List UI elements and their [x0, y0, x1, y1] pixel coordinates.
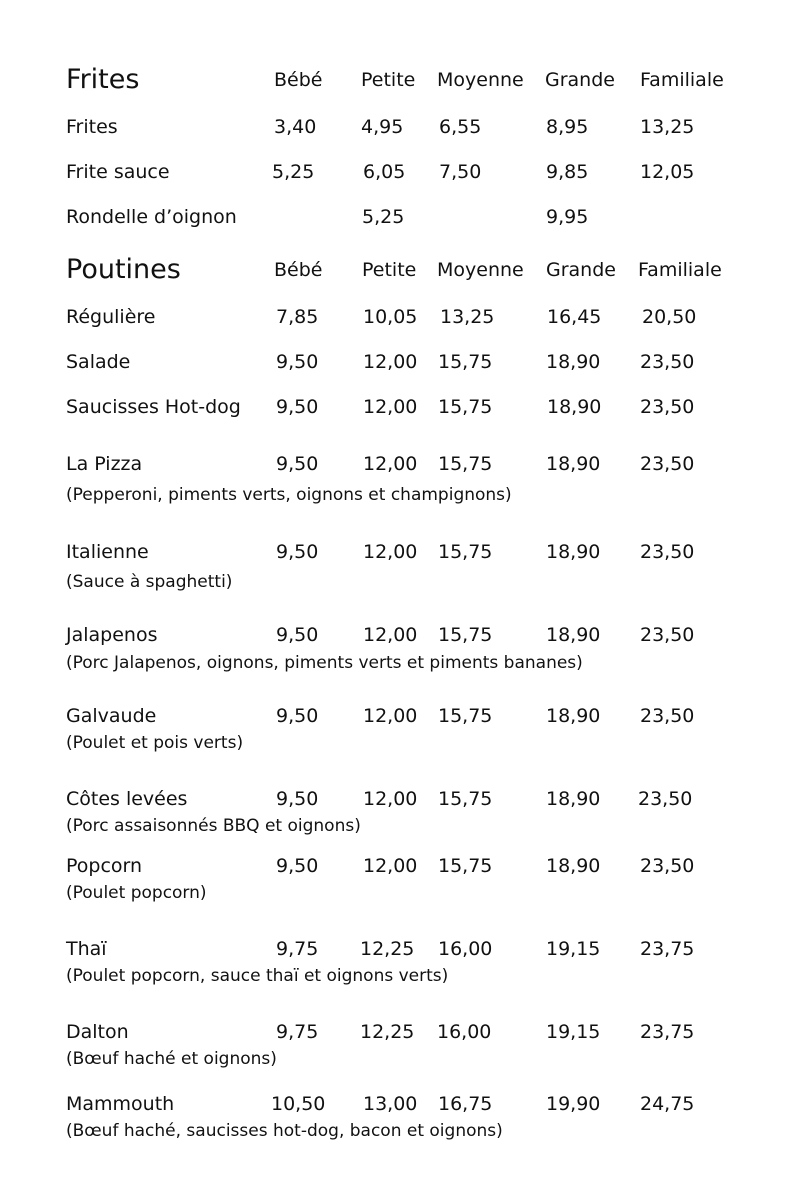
price-moyenne: 16,75	[438, 1093, 493, 1115]
price-familiale: 12,05	[640, 161, 695, 183]
item-name: Côtes levées	[66, 788, 188, 810]
price-petite: 13,00	[363, 1093, 418, 1115]
price-moyenne: 15,75	[438, 351, 493, 373]
price-moyenne: 13,25	[440, 306, 495, 328]
header-bebe: Bébé	[274, 259, 323, 281]
item-description: (Poulet et pois verts)	[66, 733, 244, 753]
price-bebe: 9,50	[276, 396, 319, 418]
item-name: Popcorn	[66, 855, 143, 877]
item-name: Dalton	[66, 1021, 129, 1043]
price-grande: 18,90	[546, 624, 601, 646]
price-bebe: 3,40	[274, 116, 317, 138]
item-name: Italienne	[66, 541, 149, 563]
price-bebe: 7,85	[276, 306, 319, 328]
price-grande: 18,90	[547, 396, 602, 418]
price-familiale: 24,75	[640, 1093, 695, 1115]
price-bebe: 9,50	[276, 788, 319, 810]
price-petite: 10,05	[363, 306, 418, 328]
price-familiale: 23,50	[640, 705, 695, 727]
item-name: Jalapenos	[66, 624, 158, 646]
price-grande: 19,90	[546, 1093, 601, 1115]
header-bebe: Bébé	[274, 69, 323, 91]
item-description: (Bœuf haché et oignons)	[66, 1049, 277, 1069]
price-grande: 18,90	[546, 351, 601, 373]
price-petite: 12,00	[363, 788, 418, 810]
price-grande: 8,95	[546, 116, 589, 138]
price-petite: 12,25	[360, 1021, 415, 1043]
item-description: (Poulet popcorn)	[66, 883, 207, 903]
item-name: Régulière	[66, 306, 156, 328]
item-name: Frite sauce	[66, 161, 170, 183]
price-moyenne: 15,75	[438, 788, 493, 810]
item-name: La Pizza	[66, 453, 143, 475]
price-familiale: 20,50	[642, 306, 697, 328]
item-name: Frites	[66, 116, 118, 138]
header-grande: Grande	[545, 69, 615, 91]
price-petite: 12,00	[363, 453, 418, 475]
price-familiale: 23,50	[638, 788, 693, 810]
price-bebe: 9,75	[276, 938, 319, 960]
section-title-frites: Frites	[66, 64, 140, 95]
price-familiale: 23,50	[640, 396, 695, 418]
price-bebe: 9,50	[276, 855, 319, 877]
price-grande: 18,90	[546, 705, 601, 727]
item-name: Thaï	[66, 938, 107, 960]
price-petite: 12,00	[363, 396, 418, 418]
header-moyenne: Moyenne	[437, 259, 524, 281]
item-name: Rondelle d’oignon	[66, 206, 237, 228]
price-petite: 12,00	[363, 855, 418, 877]
price-familiale: 13,25	[640, 116, 695, 138]
item-name: Galvaude	[66, 705, 157, 727]
price-moyenne: 15,75	[438, 396, 493, 418]
price-moyenne: 16,00	[438, 938, 493, 960]
price-grande: 19,15	[546, 938, 601, 960]
price-petite: 4,95	[361, 116, 404, 138]
price-moyenne: 15,75	[438, 453, 493, 475]
price-bebe: 9,50	[276, 624, 319, 646]
item-name: Mammouth	[66, 1093, 175, 1115]
price-petite: 12,00	[363, 705, 418, 727]
section-title-poutines: Poutines	[66, 254, 181, 285]
price-grande: 19,15	[546, 1021, 601, 1043]
price-petite: 5,25	[362, 206, 405, 228]
price-bebe: 9,75	[276, 1021, 319, 1043]
header-moyenne: Moyenne	[437, 69, 524, 91]
price-bebe: 9,50	[276, 351, 319, 373]
price-bebe: 9,50	[276, 705, 319, 727]
header-petite: Petite	[361, 69, 416, 91]
price-moyenne: 15,75	[438, 624, 493, 646]
price-grande: 16,45	[547, 306, 602, 328]
price-bebe: 9,50	[276, 453, 319, 475]
header-grande: Grande	[546, 259, 616, 281]
price-familiale: 23,50	[640, 541, 695, 563]
price-grande: 18,90	[546, 855, 601, 877]
price-familiale: 23,75	[640, 938, 695, 960]
item-description: (Pepperoni, piments verts, oignons et champignons)	[66, 485, 512, 505]
item-description: (Sauce à spaghetti)	[66, 572, 233, 592]
price-moyenne: 15,75	[438, 855, 493, 877]
price-familiale: 23,75	[640, 1021, 695, 1043]
price-grande: 18,90	[546, 453, 601, 475]
header-familiale: Familiale	[640, 69, 724, 91]
price-bebe: 5,25	[272, 161, 315, 183]
item-name: Saucisses Hot-dog	[66, 396, 241, 418]
price-petite: 6,05	[363, 161, 406, 183]
item-description: (Poulet popcorn, sauce thaï et oignons verts)	[66, 966, 449, 986]
price-moyenne: 6,55	[439, 116, 482, 138]
price-grande: 9,85	[546, 161, 589, 183]
price-grande: 18,90	[546, 788, 601, 810]
item-name: Salade	[66, 351, 131, 373]
price-bebe: 9,50	[276, 541, 319, 563]
header-petite: Petite	[362, 259, 417, 281]
price-petite: 12,25	[360, 938, 415, 960]
price-familiale: 23,50	[640, 453, 695, 475]
price-familiale: 23,50	[640, 855, 695, 877]
price-grande: 9,95	[546, 206, 589, 228]
price-bebe: 10,50	[271, 1093, 326, 1115]
price-petite: 12,00	[363, 541, 418, 563]
price-grande: 18,90	[546, 541, 601, 563]
price-moyenne: 15,75	[438, 705, 493, 727]
price-petite: 12,00	[363, 351, 418, 373]
price-moyenne: 15,75	[438, 541, 493, 563]
price-moyenne: 7,50	[439, 161, 482, 183]
header-familiale: Familiale	[638, 259, 722, 281]
item-description: (Porc Jalapenos, oignons, piments verts et piments bananes)	[66, 653, 583, 673]
price-familiale: 23,50	[640, 624, 695, 646]
price-moyenne: 16,00	[437, 1021, 492, 1043]
item-description: (Porc assaisonnés BBQ et oignons)	[66, 816, 361, 836]
price-petite: 12,00	[363, 624, 418, 646]
item-description: (Bœuf haché, saucisses hot-dog, bacon et oignons)	[66, 1121, 503, 1141]
price-familiale: 23,50	[640, 351, 695, 373]
